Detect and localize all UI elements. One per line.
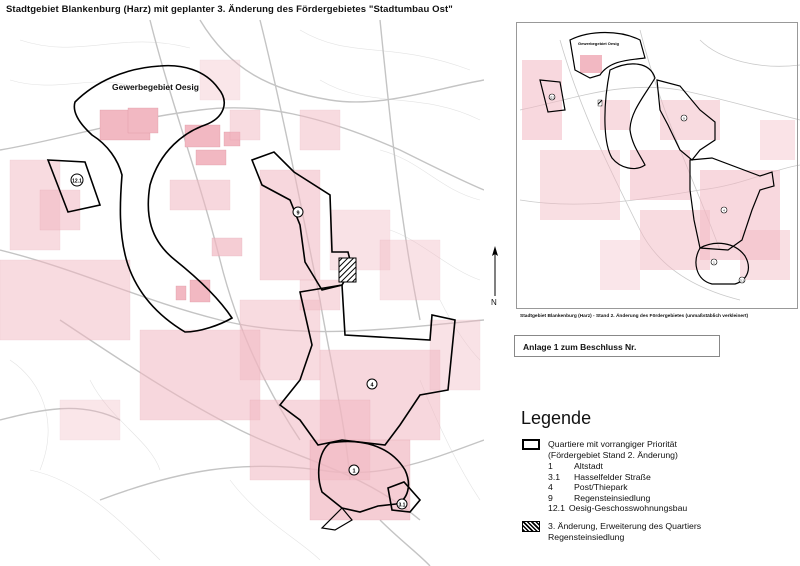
- legend-item-number: 4: [548, 482, 553, 492]
- annex-box: Anlage 1 zum Beschluss Nr.: [514, 335, 720, 357]
- inset-label-gewerbegebiet: Gewerbegebiet Oesig: [578, 41, 619, 46]
- inset-map[interactable]: [516, 22, 800, 310]
- inset-marker-9[interactable]: 9: [683, 116, 685, 121]
- marker-3-1[interactable]: 3.1: [398, 502, 406, 509]
- legend-item-hasselfelder: [548, 472, 651, 482]
- legend-quarters-subheading: (Fördergebiet Stand 2. Änderung): [548, 450, 678, 460]
- map-title: Stadtgebiet Blankenburg (Harz) mit geplanter 3. Änderung des Fördergebietes "Stadtumbau Ost": [6, 4, 453, 15]
- marker-9[interactable]: 9: [296, 210, 300, 217]
- legend-item-number: 9: [548, 492, 553, 503]
- inset-marker-1[interactable]: 1: [713, 260, 715, 265]
- marker-1[interactable]: 1: [352, 468, 356, 475]
- legend-item-number: 12.1: [548, 503, 565, 513]
- north-label: N: [491, 298, 497, 307]
- legend-quarters-heading: Quartiere mit vorrangiger Priorität: [548, 439, 677, 449]
- legend-item-altstadt: [548, 461, 603, 471]
- legend-item-post: [548, 482, 628, 492]
- inset-marker-3-1[interactable]: 3.1: [740, 278, 744, 283]
- inset-hatched-extension[interactable]: [598, 100, 602, 106]
- legend-change-line2: Regensteinsiedlung: [548, 532, 625, 542]
- legend-item-name: Post/Thiepark: [574, 482, 628, 492]
- legend-item-name: Oesig-Geschosswohnungsbau: [568, 503, 688, 513]
- legend-boundary-symbol: [522, 439, 540, 450]
- inset-marker-12-1[interactable]: 12.1: [549, 95, 555, 100]
- legend-item-name: Hasselfelder Straße: [574, 471, 651, 482]
- marker-4[interactable]: 4: [370, 382, 374, 389]
- legend-item-number: 3.1: [548, 471, 561, 482]
- main-map[interactable]: [0, 18, 484, 566]
- marker-12-1[interactable]: 12.1: [72, 178, 82, 185]
- label-gewerbegebiet-oesig: Gewerbegebiet Oesig: [112, 82, 199, 92]
- inset-marker-4[interactable]: 4: [723, 208, 725, 213]
- legend-item-number: 1: [548, 461, 553, 471]
- legend-item-oesig: [548, 503, 687, 513]
- legend-change-line1: 3. Änderung, Erweiterung des Quartiers: [548, 521, 702, 531]
- inset-caption: Stadtgebiet Blankenburg (Harz) - Stand 2. Änderung des Fördergebietes (unmaßstäblich verkleinert): [520, 314, 749, 319]
- hatched-extension-regensteinsiedlung[interactable]: [339, 258, 356, 282]
- legend-title: Legende: [521, 408, 592, 428]
- legend-item-name: Altstadt: [574, 461, 603, 471]
- legend-hatch-symbol: [522, 521, 540, 532]
- legend-item-name: Regensteinsiedlung: [574, 492, 651, 503]
- legend-item-regenstein: [548, 493, 650, 503]
